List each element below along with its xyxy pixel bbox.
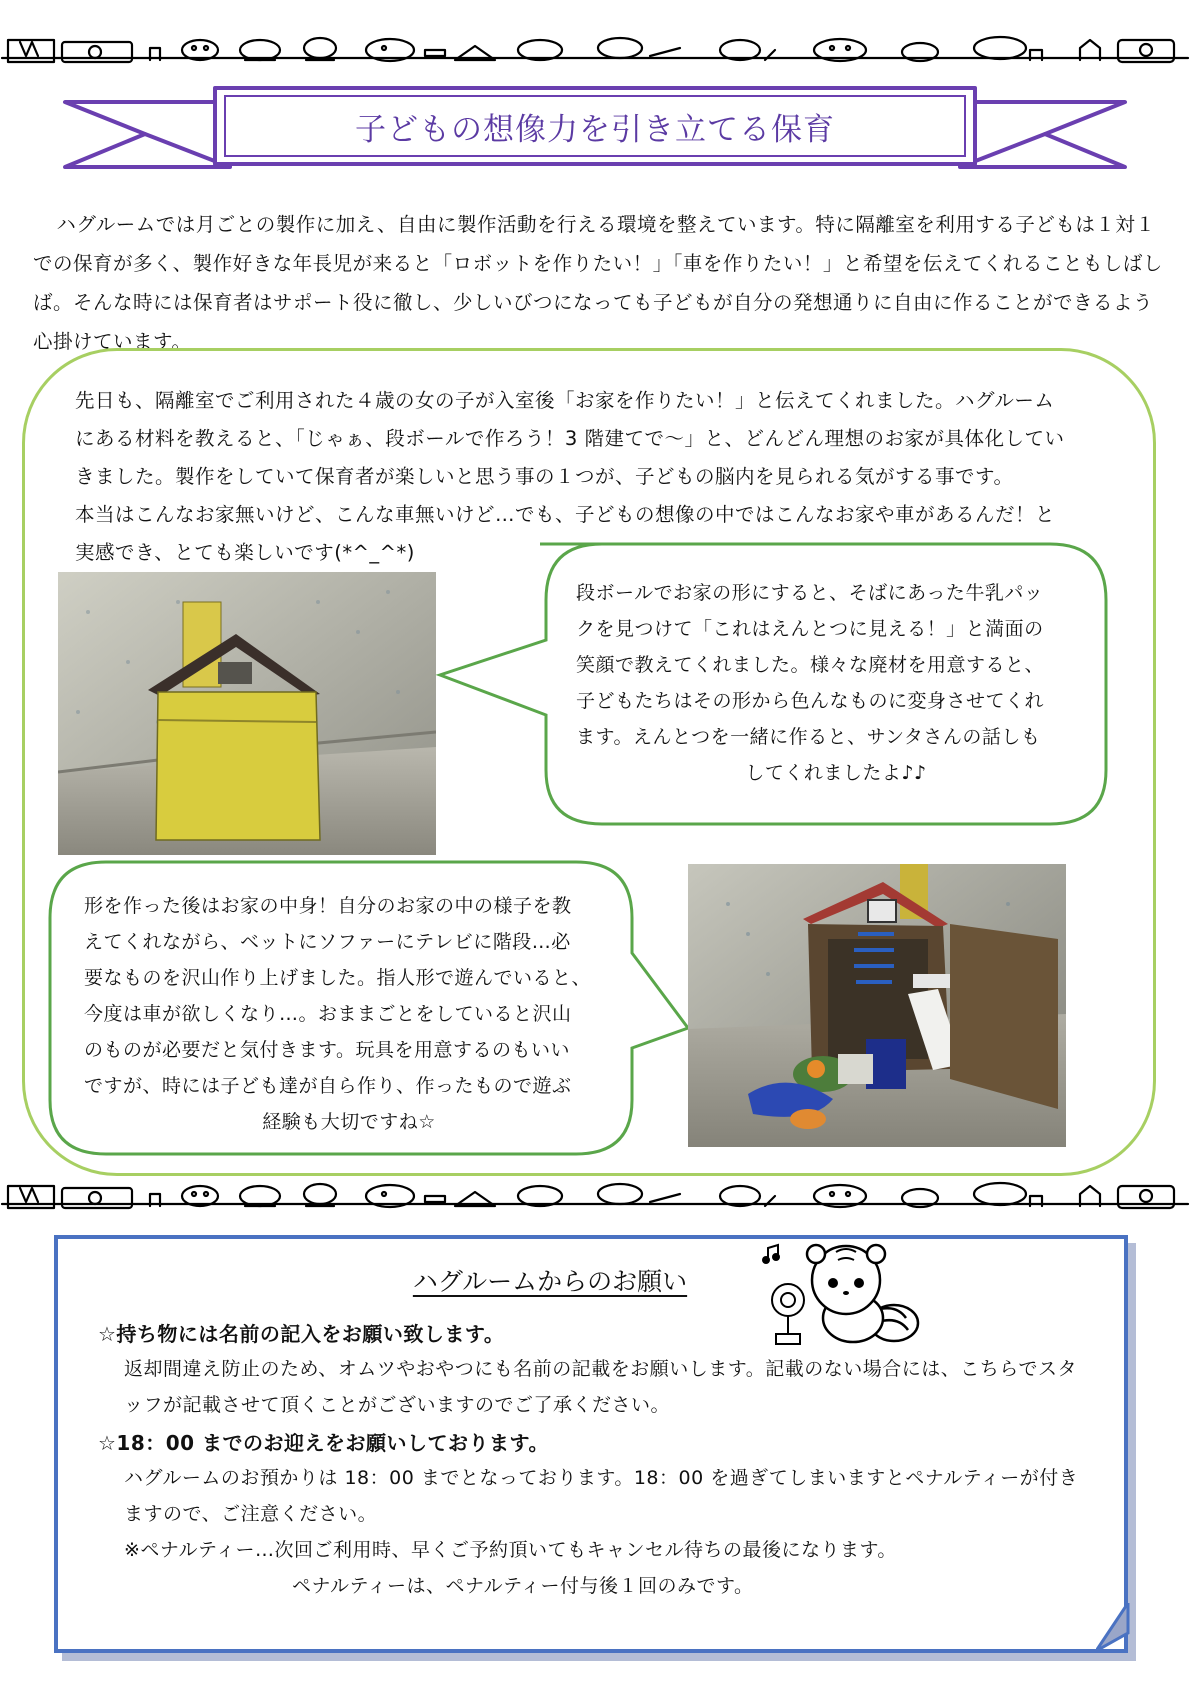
bubble-line: ですが、時には子ども達が自ら作り、作ったもので遊ぶ bbox=[84, 1075, 572, 1097]
bubble-2-text bbox=[84, 888, 614, 1140]
bubble-line: 笑顔で教えてくれました。様々な廃材を用意すると、 bbox=[576, 654, 1045, 676]
bubble-line: 段ボールでお家の形にすると、そばにあった牛乳パッ bbox=[576, 582, 1044, 604]
bubble-line: 要なものを沢山作り上げました。指人形で遊んでいると、 bbox=[84, 967, 592, 989]
bubble-line: えてくれながら、ベットにソファーにテレビに階段…必 bbox=[84, 931, 571, 953]
notice-heading: ハグルームからのお願い bbox=[412, 1267, 688, 1296]
notice-content bbox=[98, 1318, 1098, 1604]
bubble-1-text bbox=[576, 575, 1096, 791]
story-line: 実感でき、とても楽しいです(*^_^*) bbox=[75, 541, 415, 564]
notice-item-2-body: ハグルームのお預かりは 18：00 までとなっております。18：00 を過ぎてしまいますとペナルティーが付きますので、ご注意ください。 bbox=[124, 1467, 1079, 1525]
intro-paragraph: ハグルームでは月ごとの製作に加え、自由に製作活動を行える環境を整えています。特に隔離室を利用する子どもは１対１での保育が多く、製作好きな年長児が来ると「ロボットを作りたい！」「車を作りたい！」と希望を伝えてくれることもしばしば。そんな時には保育者はサポート役に徹し、少しいびつになっても子どもが自分の発想通りに自由に作ることができるよう心掛けています。 bbox=[33, 213, 1163, 353]
notice-item-1-heading: ☆持ち物には名前の記入をお願い致します。 bbox=[98, 1322, 505, 1346]
notice-item-2-heading: ☆18：00 までのお迎えをお願いしております。 bbox=[98, 1431, 549, 1455]
story-line: 本当はこんなお家無いけど、こんな車無いけど…でも、子どもの想像の中ではこんなお家や車があるんだ！と bbox=[75, 503, 1056, 526]
bubble-line: 経験も大切ですね☆ bbox=[262, 1111, 436, 1133]
story-line: きました。製作をしていて保育者が楽しいと思う事の１つが、子どもの脳内を見られる気がする事です。 bbox=[75, 465, 1014, 488]
bubble-line: 子どもたちはその形から色んなものに変身させてくれ bbox=[576, 690, 1045, 712]
story-line: にある材料を教えると、「じゃぁ、段ボールで作ろう！3 階建てで～」と、どんどん理想のお家が具体化してい bbox=[75, 427, 1065, 450]
doodle-border-bottom bbox=[0, 1176, 1190, 1216]
doodle-border-top bbox=[0, 30, 1190, 70]
bubble-line: クを見つけて「これはえんとつに見える！」と満面の bbox=[576, 618, 1044, 640]
page-curl-icon bbox=[1096, 1603, 1136, 1653]
page-title: 子どもの想像力を引き立てる保育 bbox=[355, 112, 835, 148]
bubble-line: 形を作った後はお家の中身！自分のお家の中の様子を教 bbox=[84, 895, 572, 917]
notice-penalty-detail: ペナルティーは、ペナルティー付与後１回のみです。 bbox=[292, 1575, 754, 1597]
cardboard-house-photo bbox=[58, 572, 436, 855]
bubble-line: ます。えんとつを一緒に作ると、サンタさんの話しも bbox=[576, 726, 1041, 748]
notice-penalty-note: ※ペナルティー…次回ご利用時、早くご予約頂いてもキャンセル待ちの最後になります。 bbox=[124, 1539, 897, 1561]
notice-item-1-body: 返却間違え防止のため、オムツやおやつにも名前の記載をお願いします。記載のない場合には、こちらでスタッフが記載させて頂くことがございますのでご了承ください。 bbox=[124, 1358, 1078, 1416]
finished-house-photo bbox=[688, 864, 1066, 1147]
bubble-line: のものが必要だと気付きます。玩具を用意するのもいい bbox=[84, 1039, 570, 1061]
bubble-line: 今度は車が欲しくなり…。おままごとをしていると沢山 bbox=[84, 1003, 572, 1025]
story-line: 先日も、隔離室でご利用された４歳の女の子が入室後「お家を作りたい！」と伝えてくれました。ハグルーム bbox=[75, 389, 1055, 412]
bubble-line: してくれましたよ♪♪ bbox=[745, 762, 927, 784]
